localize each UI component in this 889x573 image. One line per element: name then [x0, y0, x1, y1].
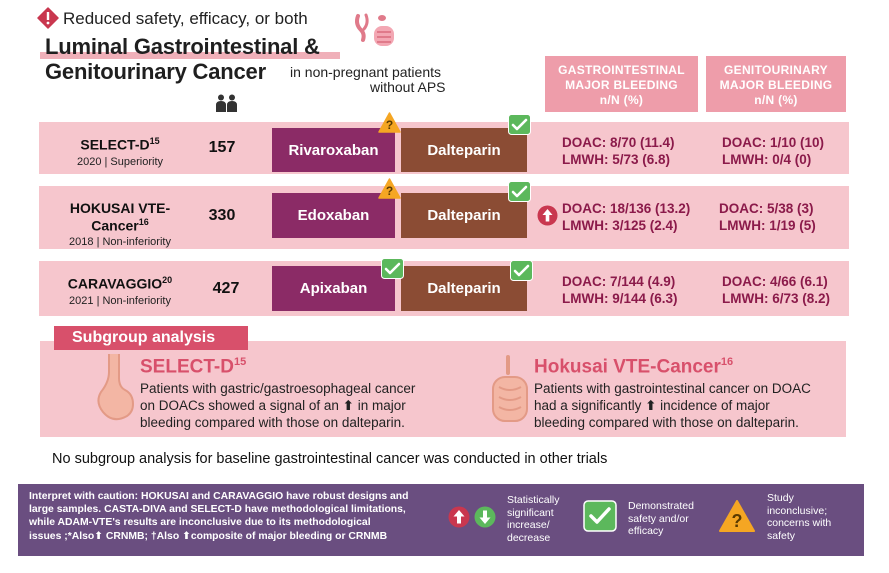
subgroup-left-title	[140, 356, 246, 378]
legend-line: decrease	[507, 531, 551, 544]
lmwh-drug-box: Dalteparin	[401, 128, 527, 172]
subgroup-ref: 16	[720, 356, 734, 368]
trial-name	[45, 275, 195, 292]
gu-doac-result: DOAC: 4/66 (6.1)	[722, 274, 828, 289]
subgroup-right-line2	[534, 397, 770, 414]
caution-note-line: large samples. CASTA-DIVA and SELECT-D have methodological limitations,	[29, 504, 406, 516]
subgroup-right-line3: bleeding compared with those on dalteparin.	[534, 415, 799, 430]
check-icon	[510, 260, 533, 281]
trial-design: 2020 | Superiority	[76, 156, 164, 168]
column-header-line: GENITOURINARY	[724, 63, 828, 77]
trial-name-text: CARAVAGGIO	[67, 275, 163, 292]
trial-ref: 15	[149, 136, 160, 146]
subtitle-line1: in non-pregnant patients	[290, 64, 441, 80]
subgroup-right-line1: Patients with gastrointestinal cancer on DOAC	[534, 381, 811, 396]
caution-note-line: Interpret with caution: HOKUSAI and CARAVAGGIO have robust designs and	[29, 491, 409, 502]
legend-line: Statistically	[507, 494, 560, 506]
gu-doac-result: DOAC: 1/10 (10)	[722, 135, 825, 150]
increase-arrow-icon	[448, 506, 470, 528]
subgroup-label: Subgroup analysis	[54, 326, 248, 350]
trial-n: 157	[208, 139, 236, 156]
column-header-line: MAJOR BLEEDING	[719, 78, 833, 92]
lmwh-drug-box: Dalteparin	[401, 266, 527, 311]
question-warning-icon	[718, 499, 756, 533]
doac-drug-box: Apixaban	[272, 266, 395, 311]
legend-line: concerns with	[767, 517, 832, 529]
trial-name-line1: HOKUSAI VTE-	[69, 200, 171, 216]
column-header-line: n/N (%)	[754, 93, 798, 107]
caution-note-text: composite of major bleeding or CRNMB	[190, 530, 388, 542]
subgroup-title-text: Hokusai VTE-Cancer	[534, 356, 721, 378]
up-arrow-icon: ⬆	[645, 398, 657, 413]
gi-lmwh-result: LMWH: 3/125 (2.4)	[562, 218, 678, 233]
gi-lmwh-result: LMWH: 9/144 (6.3)	[562, 291, 678, 306]
subgroup-text: on DOACs showed a signal of an	[140, 398, 339, 413]
svg-text:?: ?	[731, 511, 743, 531]
legend-line: Demonstrated	[628, 500, 694, 512]
trial-design: 2021 | Non-inferiority	[69, 295, 171, 307]
legend-line: inconclusive;	[767, 504, 828, 517]
lmwh-drug-box: Dalteparin	[401, 193, 527, 238]
column-header-line: GASTROINTESTINAL	[558, 63, 685, 77]
doac-drug-box: Edoxaban	[272, 193, 395, 238]
stomach-icon	[95, 352, 135, 426]
subgroup-text: incidence of major	[660, 398, 770, 413]
gi-doac-result: DOAC: 8/70 (11.4)	[562, 135, 675, 150]
subgroup-left-line2	[140, 397, 406, 414]
caution-note-line: while ADAM-VTE's results are inconclusive due to its methodological	[29, 517, 371, 529]
warning-icon	[37, 7, 59, 29]
trial-n: 330	[208, 207, 236, 224]
svg-text:?: ?	[385, 118, 394, 132]
gu-lmwh-result: LMWH: 1/19 (5)	[719, 218, 816, 233]
trial-name-text: Cancer	[91, 217, 139, 234]
column-header-genitourinary	[706, 56, 846, 112]
page-title-line1: Luminal Gastrointestinal &	[45, 34, 320, 59]
gu-doac-result: DOAC: 5/38 (3)	[719, 201, 814, 216]
legend-question-text	[767, 492, 831, 542]
gu-lmwh-result: LMWH: 0/4 (0)	[722, 152, 812, 167]
people-icon	[215, 94, 239, 112]
caution-note-text: issues ;*Also	[29, 530, 95, 542]
caution-note	[29, 490, 459, 543]
subtitle-line2: without APS	[370, 79, 446, 95]
legend-line: Study	[767, 492, 794, 504]
question-warning-icon	[378, 178, 401, 199]
check-icon	[508, 181, 531, 202]
caution-note-text: CRNMB; †Also	[105, 530, 180, 542]
trial-name-text: SELECT-D	[80, 136, 150, 153]
trial-n: 427	[212, 280, 240, 297]
gi-doac-result: DOAC: 18/136 (13.2)	[562, 201, 691, 216]
caution-note-line	[29, 530, 459, 543]
question-warning-icon	[378, 112, 401, 133]
svg-text:?: ?	[385, 184, 394, 198]
subgroup-text: had a significantly	[534, 398, 642, 413]
header-tagline: Reduced safety, efficacy, or both	[63, 9, 308, 28]
intestine-icon	[490, 355, 530, 425]
decrease-arrow-icon	[474, 506, 496, 528]
footnote: No subgroup analysis for baseline gastrointestinal cancer was conducted in other trials	[52, 451, 608, 467]
subgroup-left-line3: bleeding compared with those on dalteparin.	[140, 415, 405, 430]
subgroup-text: in major	[357, 398, 406, 413]
up-arrow-icon: ⬆	[182, 530, 191, 542]
up-arrow-icon: ⬆	[94, 530, 103, 542]
gu-lmwh-result: LMWH: 6/73 (8.2)	[722, 291, 831, 306]
trial-name-line2	[45, 217, 195, 234]
legend-arrows-text	[507, 494, 560, 544]
legend-line: efficacy	[628, 525, 664, 537]
page-title-line2: Genitourinary Cancer	[45, 59, 266, 84]
subgroup-ref: 15	[233, 356, 247, 368]
trial-design: 2018 | Non-inferiority	[69, 236, 171, 248]
column-header-line: n/N (%)	[599, 93, 644, 107]
column-header-line: MAJOR BLEEDING	[565, 78, 678, 92]
doac-drug-box: Rivaroxaban	[272, 128, 395, 172]
organ-icon	[352, 12, 398, 54]
legend-check-text	[628, 500, 694, 538]
gi-lmwh-result: LMWH: 5/73 (6.8)	[562, 152, 671, 167]
legend-line: increase/	[507, 519, 550, 531]
up-arrow-icon: ⬆	[342, 398, 354, 413]
increase-arrow-icon	[537, 205, 558, 226]
check-icon	[381, 258, 404, 279]
legend-line: significant	[507, 506, 554, 519]
legend-line: safety	[767, 529, 796, 542]
trial-ref: 16	[138, 217, 149, 227]
subgroup-left-line1: Patients with gastric/gastroesophageal cancer	[140, 381, 416, 396]
gi-doac-result: DOAC: 7/144 (4.9)	[562, 274, 676, 289]
subgroup-title-text: SELECT-D	[140, 356, 234, 378]
trial-ref: 20	[162, 275, 173, 285]
check-icon	[508, 114, 531, 135]
check-icon	[583, 500, 617, 532]
subgroup-right-title	[534, 356, 733, 378]
trial-name	[45, 136, 195, 153]
legend-line: safety and/or	[628, 512, 689, 525]
column-header-gastrointestinal	[545, 56, 698, 112]
